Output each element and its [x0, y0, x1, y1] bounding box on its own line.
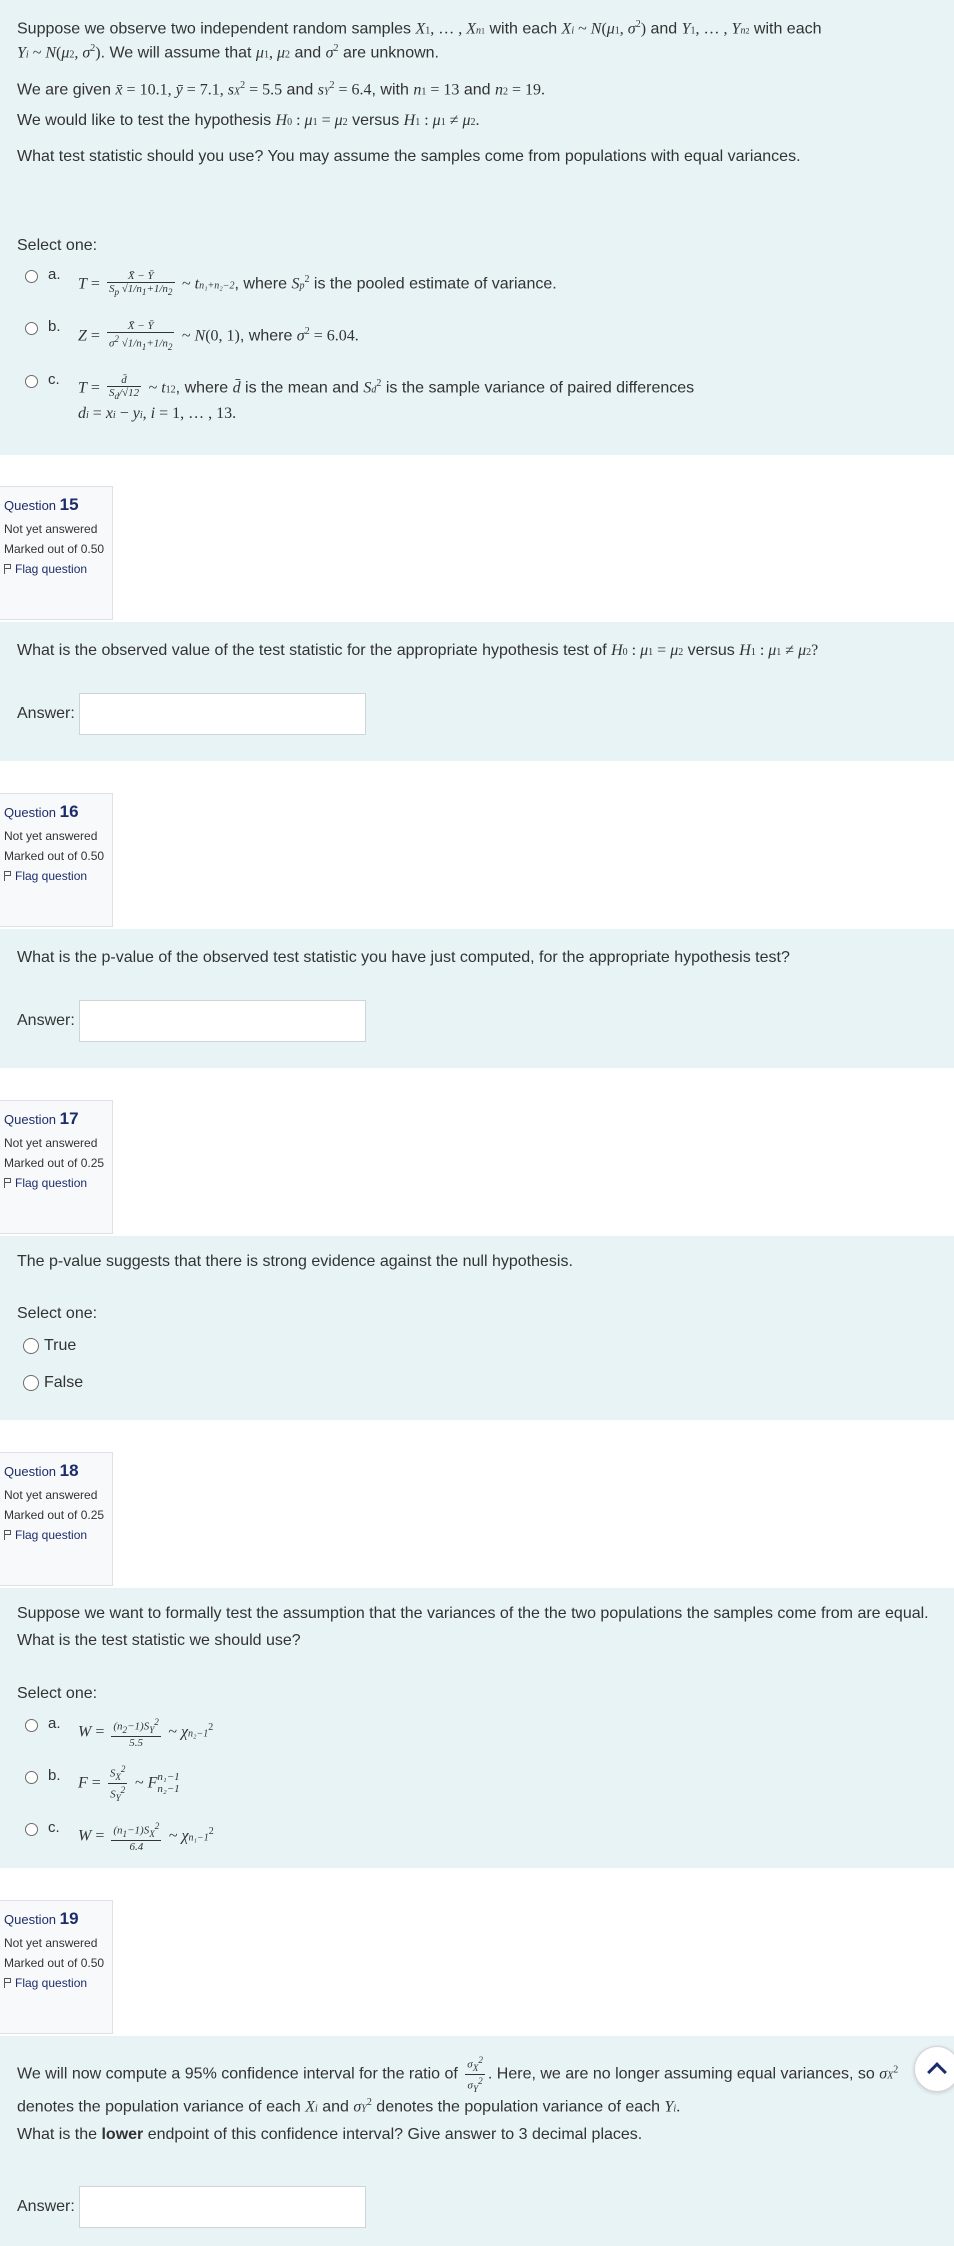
q14-option-b-radio[interactable]: [25, 322, 38, 335]
question-19-content: [0, 2036, 954, 2246]
flag-icon: [4, 564, 12, 574]
q19-flag-question[interactable]: Flag question: [4, 1976, 112, 1990]
q14-question-text: What test statistic should you use? You may assume the samples come from populations with equal variances.: [17, 148, 801, 165]
q14-option-a-formula[interactable]: T = $\frac{X̄ - Ȳ}{S_p √1/n_1+1/n_2}$ ~ tn₁+n₂−2, where Sp$^2$ is the pooled estimate of variance.: [78, 270, 557, 298]
q17-number: Question 17: [4, 1109, 79, 1128]
q19-marks: Marked out of 0.50: [4, 1956, 105, 1970]
q15-number: Question 15: [4, 495, 79, 514]
q19-question-text-3: What is the lower endpoint of this confidence interval? Give answer to 3 decimal places.: [17, 2126, 643, 2143]
q19-number: Question 19: [4, 1909, 79, 1928]
q17-status: Not yet answered: [4, 1136, 98, 1150]
question-16-content: [0, 929, 954, 1068]
q15-answer-input[interactable]: [79, 693, 366, 735]
q18-option-b-formula[interactable]: F = $\frac{S_X^2}{S_Y^2}$ ~ F n₁−1 n₂−1: [78, 1764, 180, 1803]
q16-number: Question 16: [4, 802, 79, 821]
q19-question-text-2: denotes the population variance of each Xi and $\sigma Y^2$ denotes the population variance of each Yi.: [17, 2097, 681, 2116]
q18-question-text-2: What is the test statistic we should use?: [17, 1632, 301, 1649]
q18-option-b-radio[interactable]: [25, 1771, 38, 1784]
q16-answer-label: Answer:: [17, 1012, 75, 1029]
q14-option-a-radio[interactable]: [25, 270, 38, 283]
q16-status: Not yet answered: [4, 829, 98, 843]
q14-option-b-letter: b.: [48, 318, 61, 335]
question-19-info: [0, 1900, 113, 2034]
q16-marks: Marked out of 0.50: [4, 849, 105, 863]
q15-question-text: What is the observed value of the test statistic for the appropriate hypothesis test of H0 : μ1 = μ2 versus H1 : μ1 ≠ μ2?: [17, 642, 819, 659]
q18-option-b-letter: b.: [48, 1767, 61, 1784]
q17-option-true-label[interactable]: True: [44, 1337, 77, 1354]
q14-intro-line1: Suppose we observe two independent random samples X1, … , Xn1 with each Xi ~ N(μ1, $\sigma^2$) and Y1, … , Yn2 with each: [17, 19, 822, 38]
question-18-info: [0, 1452, 113, 1586]
q17-select-one-label: Select one:: [17, 1305, 98, 1322]
q18-option-c-radio[interactable]: [25, 1823, 38, 1836]
q17-flag-question[interactable]: Flag question: [4, 1176, 112, 1190]
q19-answer-label: Answer:: [17, 2198, 75, 2215]
q18-marks: Marked out of 0.25: [4, 1508, 105, 1522]
flag-icon: [4, 1178, 12, 1188]
q19-question-text-1: We will now compute a 95% confidence interval for the ratio of $\frac{\sigma_X^2}{\sigma_Y^2}$ . Here, we are no longer assuming equal variances, so $\sigma X^2$: [17, 2055, 899, 2094]
q17-marks: Marked out of 0.25: [4, 1156, 105, 1170]
q18-option-a-letter: a.: [48, 1715, 61, 1732]
q14-option-b-formula[interactable]: Z = $\frac{X̄ - Ȳ}{\sigma^2 √1/n_1+1/n_2}$ ~ N(0, 1), where $\sigma^2 = 6.04$.: [78, 319, 359, 352]
q15-answer-label: Answer:: [17, 705, 75, 722]
q15-status: Not yet answered: [4, 522, 98, 536]
q18-question-text-1: Suppose we want to formally test the assumption that the variances of the the two populations the samples come from are equal.: [17, 1605, 929, 1622]
q16-flag-question[interactable]: Flag question: [4, 869, 112, 883]
question-15-content: [0, 622, 954, 761]
q18-option-c-letter: c.: [48, 1819, 60, 1836]
q19-answer-input[interactable]: [79, 2186, 366, 2228]
q14-intro-line2: Yi ~ N(μ2, $\sigma^2$). We will assume that μ1, μ2 and $\sigma^2$ are unknown.: [17, 43, 439, 62]
q14-given-line: We are given x̄ = 10.1, ȳ = 7.1, $sX^2 = 5.5$ and $sY^2 = 6.4$, with n1 = 13 and n2 = 19.: [17, 80, 545, 99]
chevron-up-icon: [927, 2062, 947, 2082]
question-16-info: [0, 793, 113, 927]
q15-flag-question[interactable]: Flag question: [4, 562, 112, 576]
q18-option-a-formula[interactable]: W = $\frac{(n_2-1)S_Y^2}{5.5}$ ~ $\chi n_2-1^2$: [78, 1716, 214, 1749]
q16-question-text: What is the p-value of the observed test statistic you have just computed, for the appropriate hypothesis test?: [17, 949, 790, 966]
q15-marks: Marked out of 0.50: [4, 542, 105, 556]
q14-option-c-radio[interactable]: [25, 375, 38, 388]
q18-select-one-label: Select one:: [17, 1685, 98, 1702]
q18-option-c-formula[interactable]: W = $\frac{(n_1-1)S_X^2}{6.4}$ ~ $\chi n_1-1^2$: [78, 1820, 214, 1853]
q19-status: Not yet answered: [4, 1936, 98, 1950]
question-17-info: [0, 1100, 113, 1234]
q14-select-one-label: Select one:: [17, 237, 98, 254]
q14-hypothesis-line: We would like to test the hypothesis H0 : μ1 = μ2 versus H1 : μ1 ≠ μ2.: [17, 112, 480, 129]
q18-number: Question 18: [4, 1461, 79, 1480]
q18-flag-question[interactable]: Flag question: [4, 1528, 112, 1542]
flag-icon: [4, 1530, 12, 1540]
q17-option-true-radio[interactable]: [23, 1338, 39, 1354]
q14-option-c-paired-def: di = xi − yi, i = 1, … , 13.: [78, 405, 237, 422]
q16-answer-input[interactable]: [79, 1000, 366, 1042]
question-14-content: [0, 0, 954, 455]
question-17-content: [0, 1236, 954, 1420]
question-18-content: [0, 1588, 954, 1868]
q14-option-a-letter: a.: [48, 266, 61, 283]
back-to-top-button[interactable]: [914, 2046, 954, 2092]
q18-status: Not yet answered: [4, 1488, 98, 1502]
question-15-info: [0, 486, 113, 620]
flag-icon: [4, 871, 12, 881]
q18-option-a-radio[interactable]: [25, 1719, 38, 1732]
q17-question-text: The p-value suggests that there is strong evidence against the null hypothesis.: [17, 1253, 573, 1270]
q17-option-false-radio[interactable]: [23, 1375, 39, 1391]
q17-option-false-label[interactable]: False: [44, 1374, 84, 1391]
q14-option-c-letter: c.: [48, 371, 60, 388]
flag-icon: [4, 1978, 12, 1988]
q14-option-c-formula[interactable]: T = $\frac{d̄}{S_d/√12}$ ~ t12, where d̄ is the mean and Sd$^2$ is the sample variance of paired differences: [78, 374, 695, 402]
